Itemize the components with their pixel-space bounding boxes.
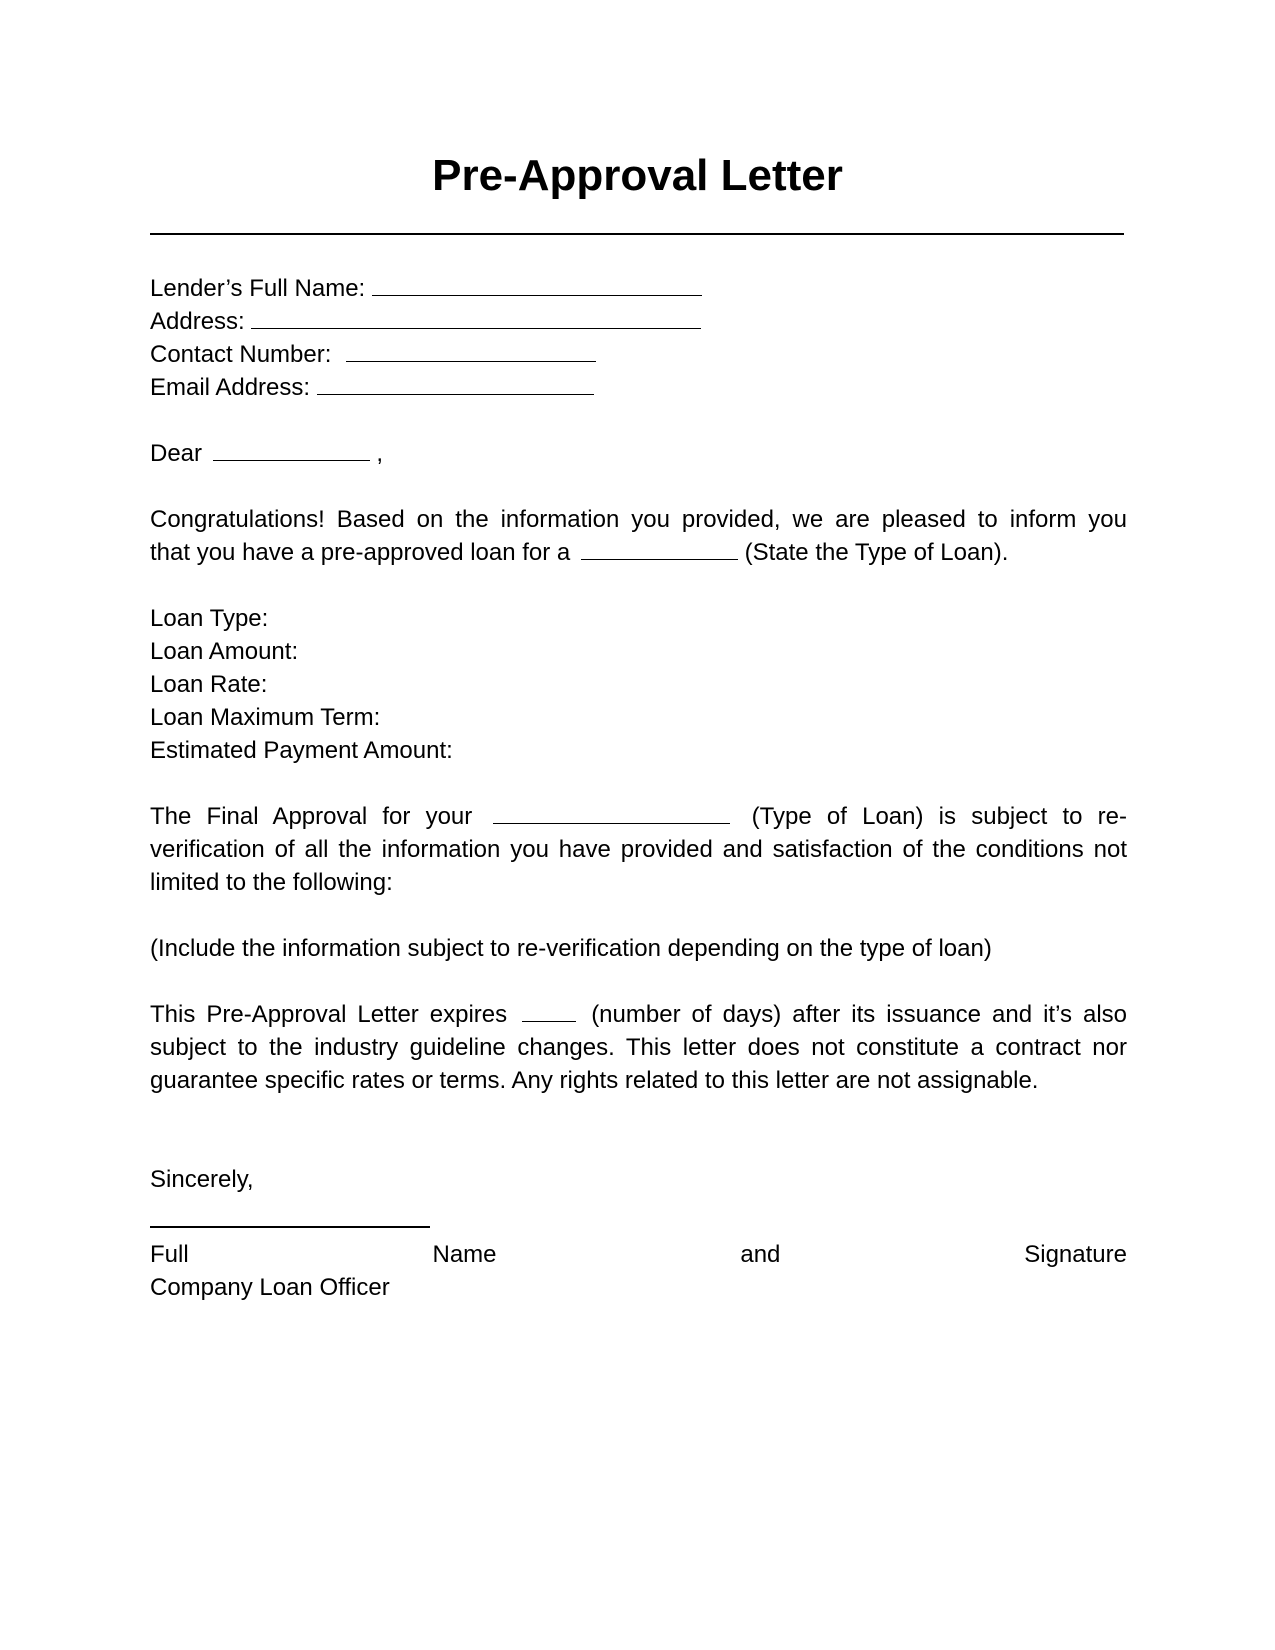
loan-amount-label: Loan Amount: [150,638,299,665]
address-label: Address: [150,308,245,335]
loan-type-label: Loan Type: [150,605,269,632]
page-title: Pre-Approval Letter [432,151,843,200]
title-divider [150,233,1124,235]
salutation [150,437,1127,470]
signature-line[interactable] [150,1226,430,1228]
paragraph-1-post: (State the Type of Loan). [744,539,1009,566]
address-row [150,305,1127,338]
salutation-dear: Dear [150,440,203,467]
loan-term-label: Loan Maximum Term: [150,704,381,731]
recipient-blank[interactable] [213,438,370,461]
paragraph-1-line-2 [150,536,1127,569]
loan-type-blank-1[interactable] [581,537,738,560]
days-blank[interactable] [522,999,576,1022]
contact-row [150,338,1127,371]
signature-word-signature: Signature [1024,1241,1127,1268]
closing: Sincerely, [150,1166,254,1193]
lender-name-blank[interactable] [372,273,702,296]
signature-caption [150,1238,1127,1271]
salutation-comma: , [376,440,384,467]
loan-type-blank-2[interactable] [493,801,730,824]
contact-blank[interactable] [346,339,596,362]
contact-label: Contact Number: [150,341,332,368]
paragraph-2-pre: The Final Approval for your [150,803,473,830]
paragraph-4 [150,998,1127,1097]
email-blank[interactable] [317,372,594,395]
email-row [150,371,1127,404]
paragraph-1-line-1: Congratulations! Based on the information you provided, we are pleased to inform you [150,506,1127,533]
paragraph-4-pre: This Pre-Approval Letter expires [150,1001,508,1028]
lender-name-row [150,272,1127,305]
address-blank[interactable] [251,306,701,329]
lender-name-label: Lender’s Full Name: [150,275,366,302]
signature-word-full: Full [150,1241,189,1268]
payment-amount-label: Estimated Payment Amount: [150,737,453,764]
signature-word-name: Name [432,1241,497,1268]
loan-rate-label: Loan Rate: [150,671,268,698]
letter-body [150,272,1127,1304]
paragraph-2 [150,800,1127,899]
paragraph-4-post: (number of days) after its issuance and it’s also subject to the industry guideline changes. This letter does not constitute a contract nor guarantee specific rates or terms. Any rights related to this letter are not assignable. [150,1001,1127,1094]
signature-word-and: and [740,1241,781,1268]
email-label: Email Address: [150,374,311,401]
signature-title: Company Loan Officer [150,1274,390,1301]
paragraph-2-post: (Type of Loan) is subject to re-verification of all the information you have provided and satisfaction of the conditions not limited to the following: [150,803,1128,896]
paragraph-3: (Include the information subject to re-verification depending on the type of loan) [150,935,992,962]
paragraph-1-pre: that you have a pre-approved loan for a [150,539,571,566]
